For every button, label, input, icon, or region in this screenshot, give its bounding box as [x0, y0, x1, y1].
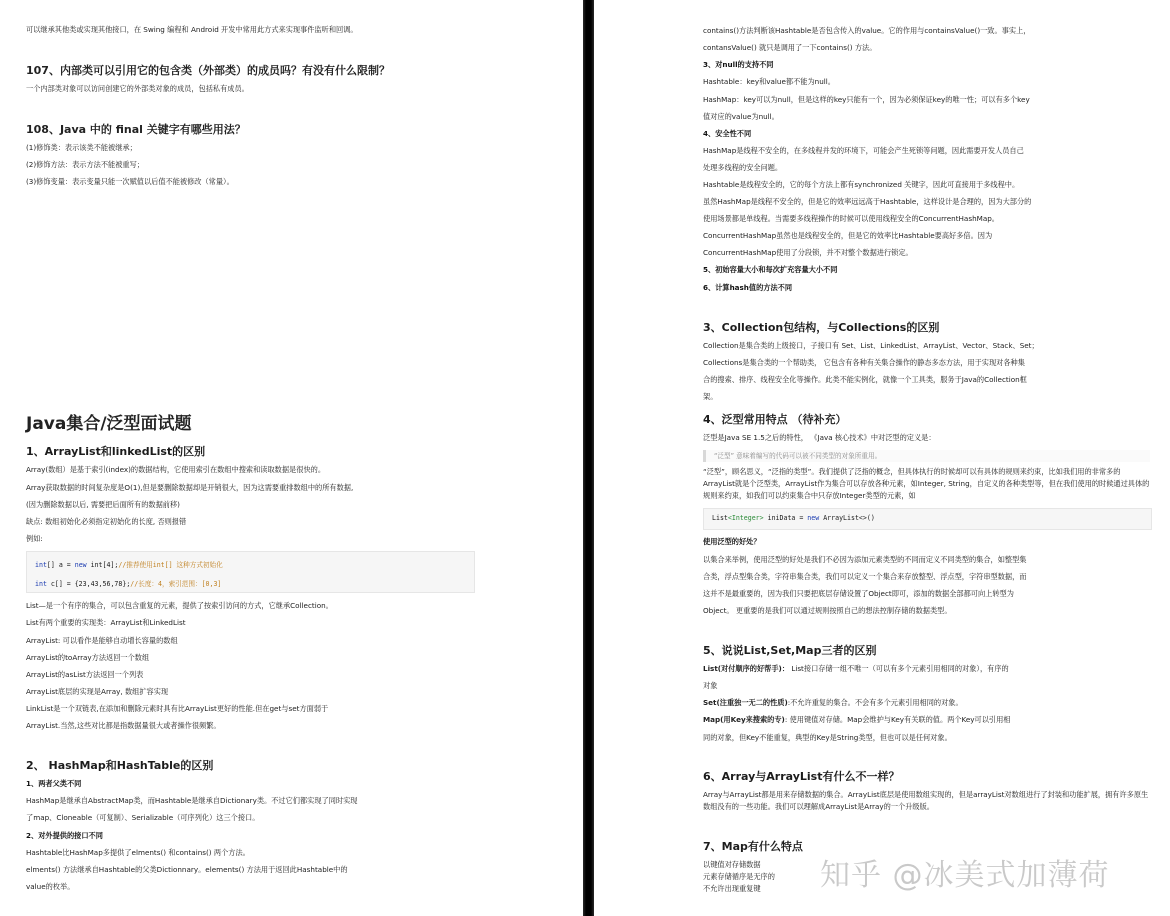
s4-para-line: “泛型”，顾名思义，“泛指的类型”。我们提供了泛指的概念，但具体执行的时候却可以有具体的规则来约束，比如我们用的非常多的: [703, 467, 1121, 476]
s4-benefit-line: 合类，浮点型集合类，字符串集合类，我们可以定义一个集合来存放整型、浮点型，字符串型数据，而: [703, 572, 1027, 581]
left-page: [0, 0, 583, 916]
s1-line: ArrayList的toArray方法返回一个数组: [26, 653, 150, 662]
s3-title: 3、Collection包结构，与Collections的区别: [703, 321, 940, 334]
s5-line-map: Map(用Key来搜索的专): 使用键值对存储。Map会维护与Key有关联的值。两个Key可以引用相: [703, 715, 1011, 724]
s1-line: 例如:: [26, 534, 43, 543]
hashmap-line: 虽然HashMap是线程不安全的，但是它的效率远远高于Hashtable，这样设计是合理的，因为大部分的: [703, 197, 1032, 206]
s7-title: 7、Map有什么特点: [703, 840, 803, 853]
s2-subheading: 1、两者父类不同: [26, 779, 82, 788]
s2-line: HashMap是继承自AbstractMap类，而Hashtable是继承自Dictionary类。不过它们都实现了同时实现: [26, 796, 358, 805]
code-line: int[] a = new int[4];//推荐使用int[] 这种方式初始化: [35, 561, 223, 569]
s4-benefit-line: Object。 更重要的是我们可以通过规则按照自己的想法控制存储的数据类型。: [703, 606, 952, 615]
s2-title: 2、 HashMap和HashTable的区别: [26, 759, 214, 772]
s1-title: 1、ArrayList和linkedList的区别: [26, 445, 206, 458]
s4-benefit-title: 使用泛型的好处？: [703, 537, 761, 546]
s1-line: List—是一个有序的集合，可以包含重复的元素，提供了按索引访问的方式，它继承Collection。: [26, 601, 333, 610]
hashmap-line: Hashtable：key和value都不能为null。: [703, 77, 835, 86]
s1-line: ArrayList的asList方法返回一个列表: [26, 670, 144, 679]
s2-subheading: 2、对外提供的接口不同: [26, 831, 103, 840]
s1-line: LinkList是一个双链表,在添加和删除元素时具有比ArrayList更好的性能.但在get与set方面弱于: [26, 704, 329, 713]
page-divider: [583, 0, 594, 916]
s5-line-list: List(对付顺序的好帮手)： List接口存储一组不唯一（可以有多个元素引用相同的对象），有序的: [703, 664, 1009, 673]
s6-title: 6、Array与ArrayList有什么不一样？: [703, 770, 900, 783]
s1-line: Array(数组）是基于索引(index)的数据结构，它使用索引在数组中搜索和读取数据是很快的。: [26, 465, 326, 474]
s6-line: Array与ArrayList都是用来存储数据的集合。ArrayList底层是使用数组实现的，但是arrayList对数组进行了封装和功能扩展，拥有许多原生: [703, 790, 1149, 799]
s2-line: 了map、Cloneable（可复制）、Serializable（可序列化）这三个接口。: [26, 813, 260, 822]
s1-line: (因为删除数据以后, 需要把后面所有的数据前移): [26, 500, 180, 509]
s4-quote: “泛型” 意味着编写的代码可以被不同类型的对象所重用。: [703, 450, 1150, 462]
s3-line: Collections是集合类的一个帮助类， 它包含有各种有关集合操作的静态多态方法，用于实现对各种集: [703, 358, 1025, 367]
hashmap-subheading: 5、初始容量大小和每次扩充容量大小不同: [703, 265, 838, 274]
s1-line: 缺点: 数组初始化必须指定初始化的长度, 否则报错: [26, 517, 187, 526]
code-line: List<Integer> iniData = new ArrayList<>(): [712, 514, 875, 522]
s2-line: elments() 方法继承自Hashtable的父类Dictionnary。elements() 方法用于返回此Hashtable中的: [26, 865, 348, 874]
s2-line: value的枚举。: [26, 882, 75, 891]
s5-line: 对象: [703, 681, 718, 690]
question-107-title: 107、内部类可以引用它的包含类（外部类）的成员吗？有没有什么限制？: [26, 64, 390, 77]
question-108-title: 108、Java 中的 final 关键字有哪些用法？: [26, 123, 246, 136]
hashmap-line: HashMap：key可以为null，但是这样的key只能有一个，因为必须保证key的唯一性；可以有多个key: [703, 95, 1030, 104]
s7-line: 以键值对存储数据: [703, 860, 761, 869]
code-line: int c[] = {23,43,56,78};//长度：4，索引范围：[0,3]: [35, 580, 222, 588]
s5-line-set: Set(注重独一无二的性质):不允许重复的集合。不会有多个元素引用相同的对象。: [703, 698, 963, 707]
hashmap-subheading: 4、安全性不同: [703, 129, 752, 138]
zhihu-watermark: 知乎 @冰美式加薄荷: [820, 858, 1110, 893]
question-108-line: (3)修饰变量：表示变量只能一次赋值以后值不能被修改（常量）。: [26, 177, 234, 186]
hashmap-line: contains()方法判断该Hashtable是否包含传入的value。它的作用与containsValue()一致。事实上，: [703, 26, 1031, 35]
s4-benefit-line: 以集合来举例，使用泛型的好处是我们不必因为添加元素类型的不同而定义不同类型的集合，如整型集: [703, 555, 1027, 564]
code-block-generic-list: [703, 508, 1152, 530]
hashmap-subheading: 3、对null的支持不同: [703, 60, 774, 69]
hashmap-line: 使用场景都是单线程。当需要多线程操作的时候可以使用线程安全的ConcurrentHashMap。: [703, 214, 999, 223]
hashmap-line: contansValue() 就只是调用了一下contains() 方法。: [703, 43, 877, 52]
s3-line: 合的搜索、排序、线程安全化等操作。此类不能实例化，就像一个工具类，服务于Java的Collection框: [703, 375, 1027, 384]
right-page: [594, 0, 1170, 916]
code-block-array-init: [26, 551, 475, 593]
hashmap-line: 值对应的value为null。: [703, 112, 779, 121]
s6-line: 数组没有的一些功能。我们可以理解成ArrayList是Array的一个升级版。: [703, 802, 934, 811]
question-108-line: (2)修饰方法：表示方法不能被重写；: [26, 160, 144, 169]
s2-line: Hashtable比HashMap多提供了elments() 和contains() 两个方法。: [26, 848, 250, 857]
s1-line: List有两个重要的实现类：ArrayList和LinkedList: [26, 618, 186, 627]
s3-line: Collection是集合类的上级接口，子接口有 Set、List、LinkedList、ArrayList、Vector、Stack、Set；: [703, 341, 1039, 350]
hashmap-line: ConcurrentHashMap使用了分段锁，并不对整个数据进行锁定。: [703, 248, 913, 257]
s3-line: 架。: [703, 392, 718, 401]
question-107-answer: 一个内部类对象可以访问创建它的外部类对象的成员，包括私有成员。: [26, 84, 249, 93]
s4-intro: 泛型是Java SE 1.5之后的特性， 《Java 核心技术》中对泛型的定义是：: [703, 433, 936, 442]
s4-title: 4、泛型常用特点 （待补充）: [703, 413, 847, 426]
s4-para-line: ArrayList就是个泛型类，ArrayList作为集合可以存放各种元素，如Integer, String，自定义的各种类型等，但在我们使用的时候通过具体的: [703, 479, 1150, 488]
s5-title: 5、说说List,Set,Map三者的区别: [703, 644, 877, 657]
hashmap-subheading: 6、计算hash值的方法不同: [703, 283, 793, 292]
s5-line: 同的对象，但Key不能重复，典型的Key是String类型，但也可以是任何对象。: [703, 733, 952, 742]
section-title: Java集合/泛型面试题: [26, 414, 192, 434]
s4-benefit-line: 这并不是最重要的，因为我们只要把底层存储设置了Object即可，添加的数据全部都可向上转型为: [703, 589, 1014, 598]
s7-line: 不允许出现重复键: [703, 884, 761, 893]
s7-line: 元素存储循序是无序的: [703, 872, 775, 881]
s4-para-line: 规则来约束，如我们可以约束集合中只存放Integer类型的元素，如: [703, 491, 916, 500]
hashmap-line: 处理多线程的安全问题。: [703, 163, 783, 172]
hashmap-line: ConcurrentHashMap虽然也是线程安全的，但是它的效率比Hashtable要高好多倍。因为: [703, 231, 993, 240]
hashmap-line: HashMap是线程不安全的，在多线程并发的环境下，可能会产生死锁等问题，因此需要开发人员自己: [703, 146, 1024, 155]
s1-line: ArrayList.当然,这些对比都是指数据量很大或者操作很频繁。: [26, 721, 221, 730]
question-108-line: (1)修饰类：表示该类不能被继承；: [26, 143, 137, 152]
s1-line: ArrayList底层的实现是Array, 数组扩容实现: [26, 687, 169, 696]
s1-line: ArrayList: 可以看作是能够自动增长容量的数组: [26, 636, 178, 645]
hashmap-line: Hashtable是线程安全的，它的每个方法上都有synchronized 关键字，因此可直接用于多线程中。: [703, 180, 1020, 189]
top-line: 可以继承其他类或实现其他接口，在 Swing 编程和 Android 开发中常用此方式来实现事件监听和回调。: [26, 25, 358, 34]
s1-line: Array获取数据的时间复杂度是O(1),但是要删除数据却是开销很大，因为这需要重排数组中的所有数据,: [26, 483, 354, 492]
